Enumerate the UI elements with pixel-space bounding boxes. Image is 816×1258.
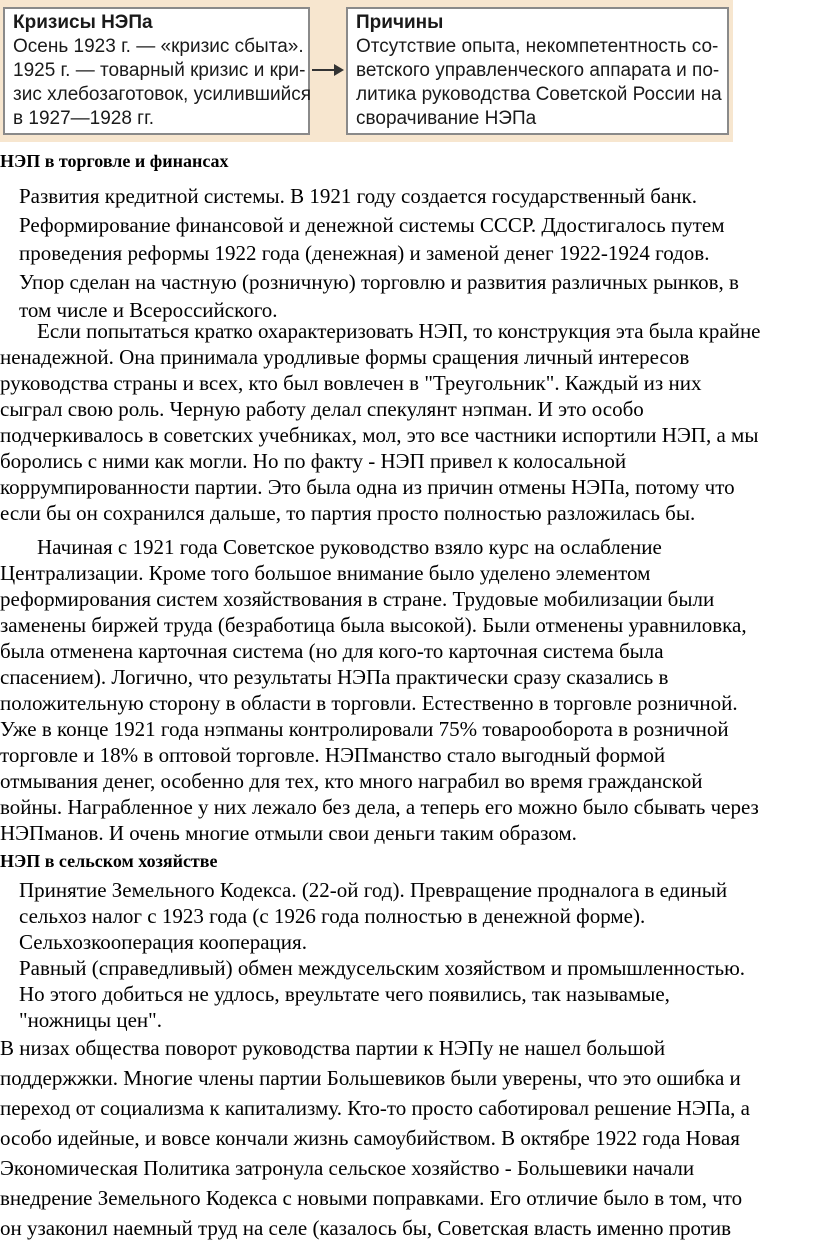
text-line: если бы он сохранился дальше, то партия просто полностью разложилась бы. bbox=[0, 501, 696, 525]
text-line: торговле и 18% в оптовой торговле. НЭПманство стало выгодный формой bbox=[0, 743, 666, 767]
text-line: переход от социализма к капитализму. Кто-то просто саботировал решение НЭПа, а bbox=[0, 1096, 750, 1120]
text-line: Централизации. Кроме того большое внимание было уделено элементом bbox=[0, 561, 651, 585]
text-line: реформирования систем хозяйствования в стране. Трудовые мобилизации были bbox=[0, 587, 715, 611]
list-item: проведения реформы 1922 года (денежная) и заменой денег 1922-1924 годов. bbox=[19, 241, 710, 265]
text-line: положительную сторону в области в торговли. Естественно в торговле розничной. bbox=[0, 691, 738, 715]
causes-box bbox=[346, 7, 729, 135]
agri-list bbox=[19, 877, 745, 1033]
paragraph-nep-summary bbox=[0, 318, 761, 526]
text-line: Если попытаться кратко охарактеризовать НЭП, то конструкция эта была крайне bbox=[37, 319, 761, 343]
list-item: сельхоз налог с 1923 года (с 1926 года полностью в денежной форме). bbox=[19, 904, 646, 928]
list-item: том числе и Всероссийского. bbox=[19, 298, 278, 322]
crises-title: Кризисы НЭПа bbox=[13, 12, 153, 33]
causes-title: Причины bbox=[356, 12, 444, 33]
text-line: он узаконил наемный труд на селе (казалось бы, Советская власть именно против bbox=[0, 1216, 732, 1240]
text-line: отмывания денег, особенно для тех, кто много награбил во время гражданской bbox=[0, 769, 703, 793]
list-item: Принятие Земельного Кодекса. (22-ой год). Превращение продналога в единый bbox=[19, 878, 728, 902]
crisis-diagram bbox=[0, 0, 733, 142]
text-line: заменены биржей труда (безработица была высокой). Были отменены уравниловка, bbox=[0, 613, 747, 637]
text-line: боролись с ними как могли. Но по факту - НЭП привел к колосальной bbox=[0, 449, 627, 473]
arrow-right-icon bbox=[310, 60, 346, 80]
text-line: Уже в конце 1921 года нэпманы контролировали 75% товарооборота в розничной bbox=[0, 717, 729, 741]
text-line: сыграл свою роль. Черную работу делал спекулянт нэпман. И это особо bbox=[0, 397, 644, 421]
list-item: Сельхозкооперация кооперация. bbox=[19, 930, 307, 954]
list-item: Упор сделан на частную (розничную) торговлю и развития различных рынков, в bbox=[19, 269, 739, 294]
agri-heading: НЭП в сельском хозяйстве bbox=[0, 851, 218, 871]
text-line: была отменена карточная система (но для кого-то карточная система была bbox=[0, 639, 664, 663]
list-item: Но этого добиться не удлось, вреультате чего появились, так называмые, bbox=[19, 982, 670, 1006]
causes-line: ветского управленческого аппарата и по- bbox=[356, 60, 720, 81]
text-line: коррумпированности партии. Это была одна из причин отмены НЭПа, потому что bbox=[0, 475, 735, 499]
crises-line: Осень 1923 г. — «кризис сбыта». bbox=[13, 36, 304, 57]
text-line: поддержжки. Многие члены партии Большевиков были уверены, что это ошибка и bbox=[0, 1066, 741, 1090]
text-line: руководства страны и всех, кто был вовлечен в "Треугольник". Каждый из них bbox=[0, 371, 702, 395]
paragraph-party-reaction bbox=[0, 1033, 750, 1243]
text-line: Экономическая Политика затронула сельское хозяйство - Большевики начали bbox=[0, 1156, 695, 1180]
crises-line: зис хлебозаготовок, усилившийся bbox=[13, 84, 312, 105]
text-line: НЭПманов. И очень многие отмыли свои деньги таким образом. bbox=[0, 821, 577, 845]
text-line: подчеркивалось в советских учебниках, мол, это все частники испортили НЭП, а мы bbox=[0, 423, 759, 447]
text-line: ненадежной. Она принимала уродливые формы сращения личный интересов bbox=[0, 345, 690, 369]
trade-list bbox=[19, 182, 739, 325]
paragraph-reforms bbox=[0, 534, 759, 846]
causes-line: литика руководства Советской России на bbox=[356, 84, 722, 105]
list-item: Реформирование финансовой и денежной системы СССР. Ддостигалось путем bbox=[19, 212, 725, 237]
text-line: особо идейные, и вовсе кончали жизнь самоубийством. В октябре 1922 года Новая bbox=[0, 1126, 740, 1150]
text-line: В низах общества поворот руководства партии к НЭПу не нашел большой bbox=[0, 1036, 666, 1060]
causes-line: сворачивание НЭПа bbox=[356, 108, 537, 129]
list-item: Равный (справедливый) обмен междусельским хозяйством и промышленностью. bbox=[19, 956, 746, 980]
causes-line: Отсутствие опыта, некомпетентность со- bbox=[356, 36, 719, 57]
text-line: войны. Награбленное у них лежало без дела, а теперь его можно было сбывать через bbox=[0, 795, 759, 819]
text-line: внедрение Земельного Кодекса с новыми поправками. Его отличие было в том, что bbox=[0, 1186, 743, 1210]
trade-heading: НЭП в торговле и финансах bbox=[0, 151, 229, 171]
list-item: "ножницы цен". bbox=[19, 1008, 162, 1032]
crises-box bbox=[3, 7, 310, 135]
text-line: Начиная с 1921 года Советское руководство взяло курс на ослабление bbox=[37, 535, 662, 559]
text-line: спасением). Логично, что результаты НЭПа практически сразу сказались в bbox=[0, 665, 669, 689]
crises-line: в 1927—1928 гг. bbox=[13, 108, 155, 129]
list-item: Развития кредитной системы. В 1921 году создается государственный банк. bbox=[19, 184, 697, 208]
crises-line: 1925 г. — товарный кризис и кри- bbox=[13, 60, 306, 81]
